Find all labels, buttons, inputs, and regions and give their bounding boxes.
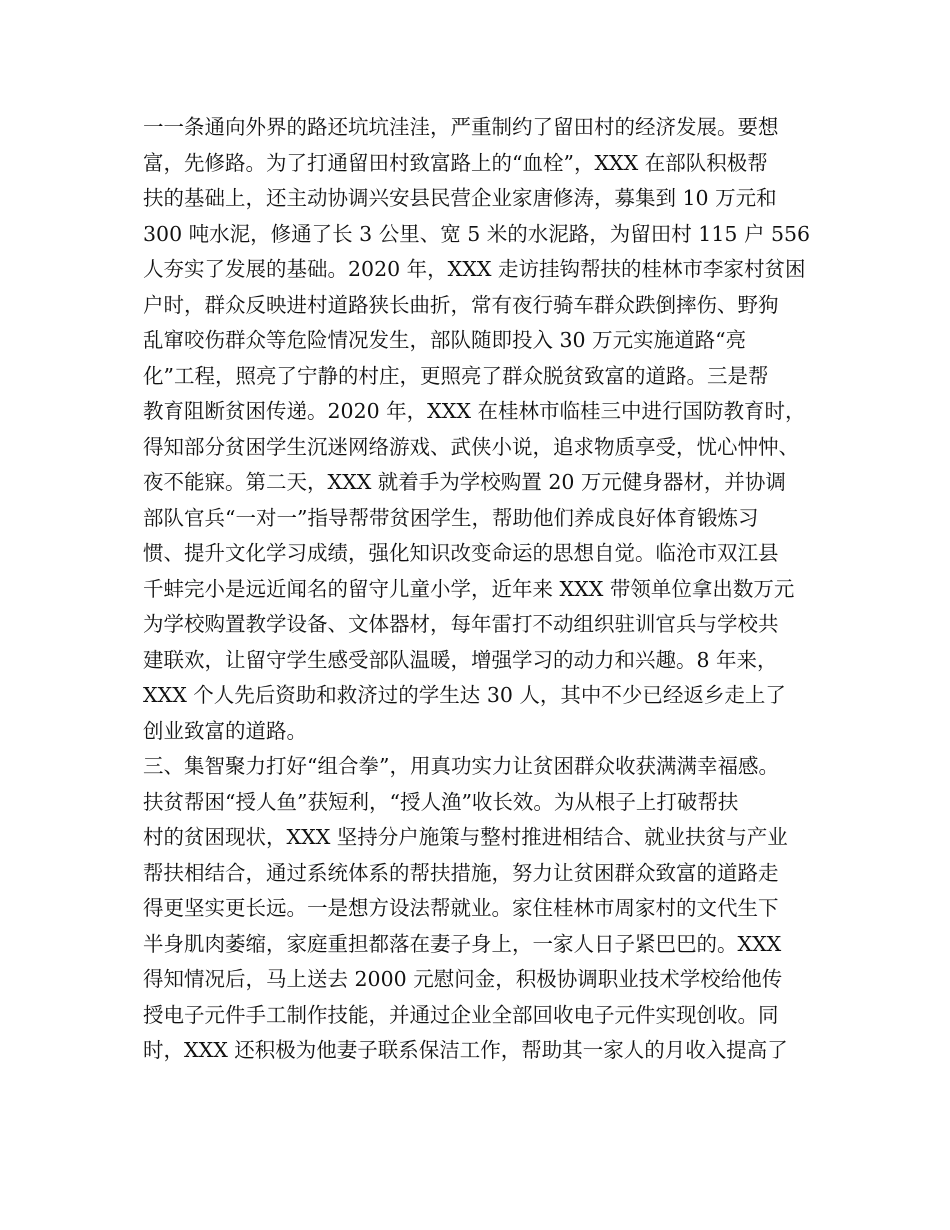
text-line: 化”工程，照亮了宁静的村庄，更照亮了群众脱贫致富的道路。三是帮 xyxy=(143,363,769,388)
body-text xyxy=(143,110,833,1069)
text-line: 一一条通向外界的路还坑坑洼洼，严重制约了留田村的经济发展。要想 xyxy=(143,115,779,139)
text-line: 千蚌完小是远近闻名的留守儿童小学，近年来 XXX 带领单位拿出数万元 xyxy=(143,576,795,601)
text-line: 扶贫帮困“授人鱼”获短利，“授人渔”收长效。为从根子上打破帮扶 xyxy=(143,789,739,814)
text-line: 惯、提升文化学习成绩，强化知识改变命运的思想自觉。临沧市双江县 xyxy=(143,541,779,565)
text-line: 建联欢，让留守学生感受部队温暖，增强学习的动力和兴趣。8 年来， xyxy=(143,647,778,672)
text-line: 村的贫困现状，XXX 坚持分户施策与整村推进相结合、就业扶贫与产业 xyxy=(143,825,788,849)
text-line: 授电子元件手工制作技能，并通过企业全部回收电子元件实现创收。同 xyxy=(143,1002,779,1027)
text-line: 帮扶相结合，通过系统体系的帮扶措施，努力让贫困群众致富的道路走 xyxy=(143,860,779,885)
text-line: 乱窜咬伤群众等危险情况发生，部队随即投入 30 万元实施道路“亮 xyxy=(143,328,747,352)
text-line: 为学校购置教学设备、文体器材，每年雷打不动组织驻训官兵与学校共 xyxy=(143,612,779,636)
text-line: 时，XXX 还积极为他妻子联系保洁工作，帮助其一家人的月收入提高了 xyxy=(143,1038,788,1062)
text-line: 部队官兵“一对一”指导帮带贫困学生，帮助他们养成良好体育锻炼习 xyxy=(143,505,759,530)
text-line: 得知部分贫困学生沉迷网络游戏、武侠小说，追求物质享受，忧心忡忡、 xyxy=(143,434,799,459)
text-line: 户时，群众反映进村道路狭长曲折，常有夜行骑车群众跌倒摔伤、野狗 xyxy=(143,292,779,317)
text-line: 扶的基础上，还主动协调兴安县民营企业家唐修涛，募集到 10 万元和 xyxy=(143,186,777,210)
text-line: 教育阻断贫困传递。2020 年，XXX 在桂林市临桂三中进行国防教育时， xyxy=(143,399,806,423)
text-line: 300 吨水泥，修通了长 3 公里、宽 5 米的水泥路，为留田村 115 户 556 xyxy=(143,221,811,246)
section-heading: 三、集智聚力打好“组合拳”，用真功实力让贫困群众收获满满幸福感。 xyxy=(143,754,779,778)
text-line: 创业致富的道路。 xyxy=(143,718,307,743)
text-line: 得知情况后，马上送去 2000 元慰问金，积极协调职业技术学校给他传 xyxy=(143,967,783,991)
text-line: 夜不能寐。第二天，XXX 就着手为学校购置 20 万元健身器材，并协调 xyxy=(143,470,786,494)
text-line: 富，先修路。为了打通留田村致富路上的“血栓”，XXX 在部队积极帮 xyxy=(143,150,768,175)
text-line: 半身肌肉萎缩，家庭重担都落在妻子身上，一家人日子紧巴巴的。XXX xyxy=(143,931,782,956)
text-line: 人夯实了发展的基础。2020 年，XXX 走访挂钩帮扶的桂林市李家村贫困 xyxy=(143,257,806,281)
text-line: XXX 个人先后资助和救济过的学生达 30 人，其中不少已经返乡走上了 xyxy=(143,683,786,707)
text-line: 得更坚实更长远。一是想方设法帮就业。家住桂林市周家村的文代生下 xyxy=(143,896,779,920)
